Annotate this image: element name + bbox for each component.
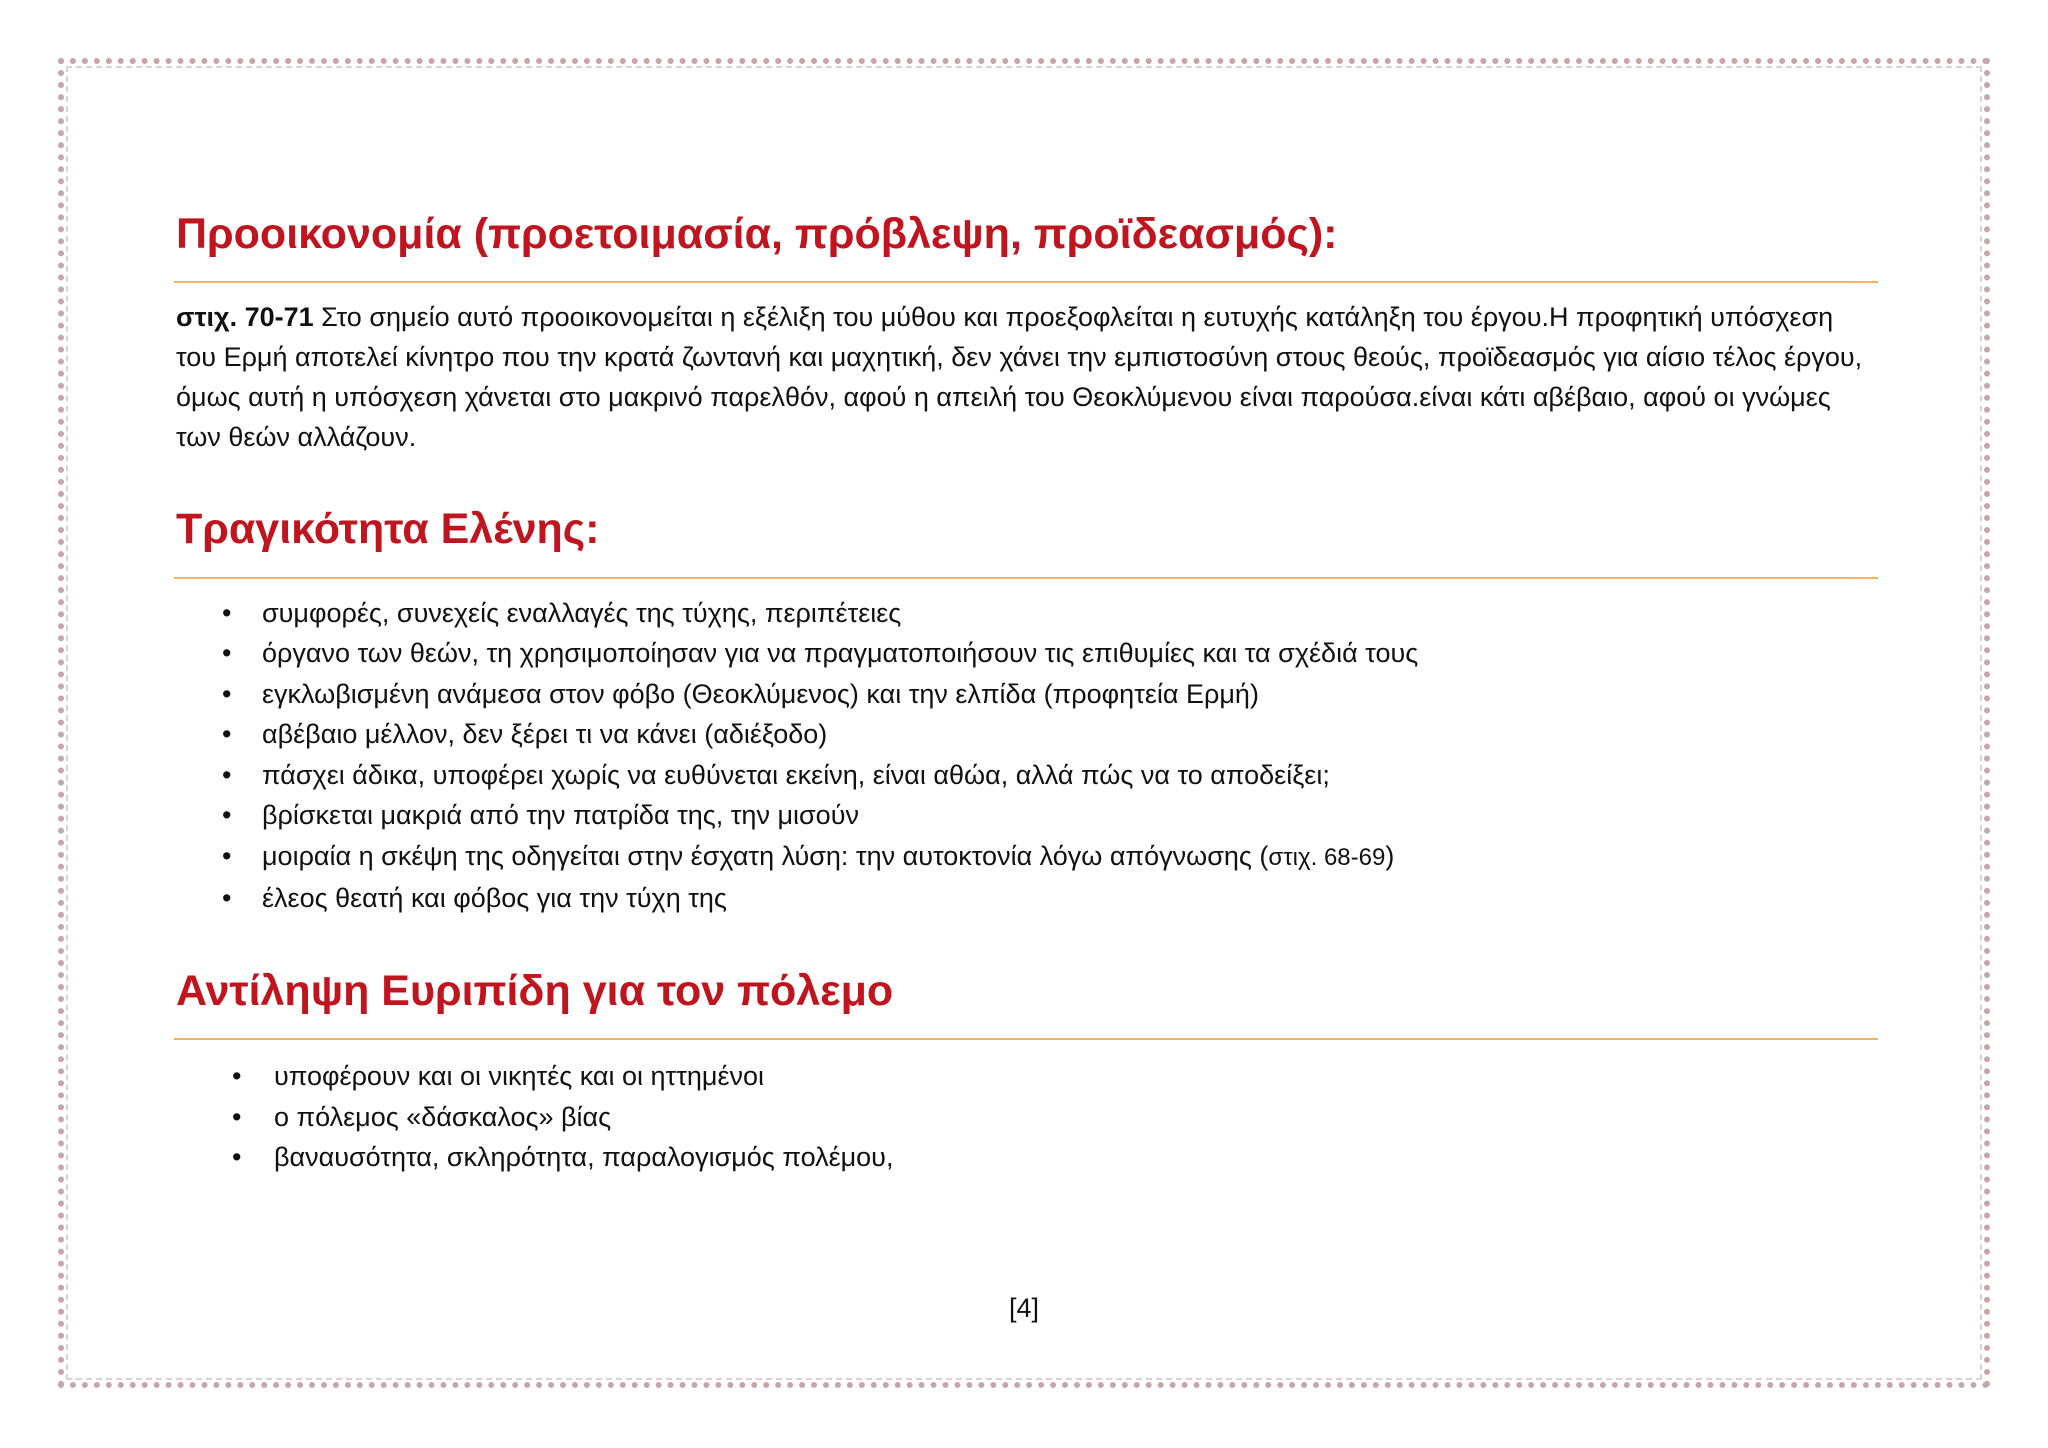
list-item-text: εγκλωβισμένη ανάμεσα στον φόβο (Θεοκλύμενος) και την ελπίδα (προφητεία Ερμή) xyxy=(262,678,1259,709)
section-heading: Τραγικότητα Ελένης: xyxy=(174,505,1878,578)
list-item xyxy=(174,878,1878,919)
list-item-text: συμφορές, συνεχείς εναλλαγές της τύχης, περιπέτειες xyxy=(262,597,902,628)
bullet-icon: • xyxy=(222,840,232,871)
section-heading: Αντίληψη Ευριπίδη για τον πόλεμο xyxy=(174,967,1878,1040)
bullet-icon: • xyxy=(222,719,232,750)
list-item xyxy=(174,795,1878,836)
document-body xyxy=(174,210,1878,1178)
list-item xyxy=(174,836,1878,879)
list-item-text: αβέβαιο μέλλον, δεν ξέρει τι να κάνει (αδιέξοδο) xyxy=(262,719,828,750)
section-helen-tragedy xyxy=(174,505,1878,918)
list-item-text: βρίσκεται μακριά από την πατρίδα της, την μισούν xyxy=(262,800,859,831)
paragraph-text: Στο σημείο αυτό προοικονομείται η εξέλιξη του μύθου και προεξοφλείται η ευτυχής κατάληξη του έργου.Η προφητική υπόσχεση του Ερμή αποτελεί κίνητρο που την κρατά ζωντανή και μαχητική, δεν χάνει την εμπιστοσύνη στους θεούς, προϊδεασμός για αίσιο τέλος έργου, όμως αυτή η υπόσχεση χάνεται στο μακρινό παρελθόν, αφού η απειλή του Θεοκλύμενου είναι παρούσα.είναι κάτι αβέβαιο, αφού οι γνώμες των θεών αλλάζουν. xyxy=(176,302,1863,453)
bullet-icon: • xyxy=(232,1061,242,1092)
bullet-icon: • xyxy=(222,638,232,669)
list-item-text: έλεος θεατή και φόβος για την τύχη της xyxy=(262,883,727,914)
verse-reference: στιχ. 70-71 xyxy=(176,302,314,333)
bullet-icon: • xyxy=(222,883,232,914)
bullet-icon: • xyxy=(222,800,232,831)
list-item xyxy=(174,633,1878,674)
list-item xyxy=(174,1097,1878,1138)
list-item xyxy=(174,593,1878,634)
list-item xyxy=(174,1137,1878,1178)
bullet-list xyxy=(174,1056,1878,1178)
list-item xyxy=(174,714,1878,755)
verse-reference: στιχ. 68-69 xyxy=(1268,843,1386,871)
list-item-text: όργανο των θεών, τη χρησιμοποίησαν για να πραγματοποιήσουν τις επιθυμίες και τα σχέδιά τους xyxy=(262,638,1419,669)
list-item-text: υποφέρουν και οι νικητές και οι ηττημένοι xyxy=(274,1061,765,1092)
bullet-icon: • xyxy=(232,1142,242,1173)
list-item xyxy=(174,755,1878,796)
list-item xyxy=(174,1056,1878,1097)
list-item-text: ο πόλεμος «δάσκαλος» βίας xyxy=(274,1101,612,1132)
bullet-icon: • xyxy=(222,678,232,709)
list-item-text: πάσχει άδικα, υποφέρει χωρίς να ευθύνεται εκείνη, είναι αθώα, αλλά πώς να το αποδείξει; xyxy=(262,759,1330,790)
closing-parenthesis: ) xyxy=(1385,840,1395,871)
section-euripides-war xyxy=(174,967,1878,1178)
list-item xyxy=(174,674,1878,715)
bullet-list xyxy=(174,593,1878,919)
page-number: [4] xyxy=(1008,1293,1040,1323)
section-heading: Προοικονομία (προετοιμασία, πρόβλεψη, προϊδεασμός): xyxy=(174,210,1878,283)
bullet-icon: • xyxy=(222,759,232,790)
bullet-icon: • xyxy=(222,597,232,628)
list-item-text: μοιραία η σκέψη της οδηγείται στην έσχατη λύση: την αυτοκτονία λόγω απόγνωσης ( xyxy=(262,840,1269,871)
section-paragraph xyxy=(174,297,1878,457)
bullet-icon: • xyxy=(232,1101,242,1132)
list-item-text: βαναυσότητα, σκληρότητα, παραλογισμός πολέμου, xyxy=(274,1142,894,1173)
section-foreshadowing xyxy=(174,210,1878,457)
